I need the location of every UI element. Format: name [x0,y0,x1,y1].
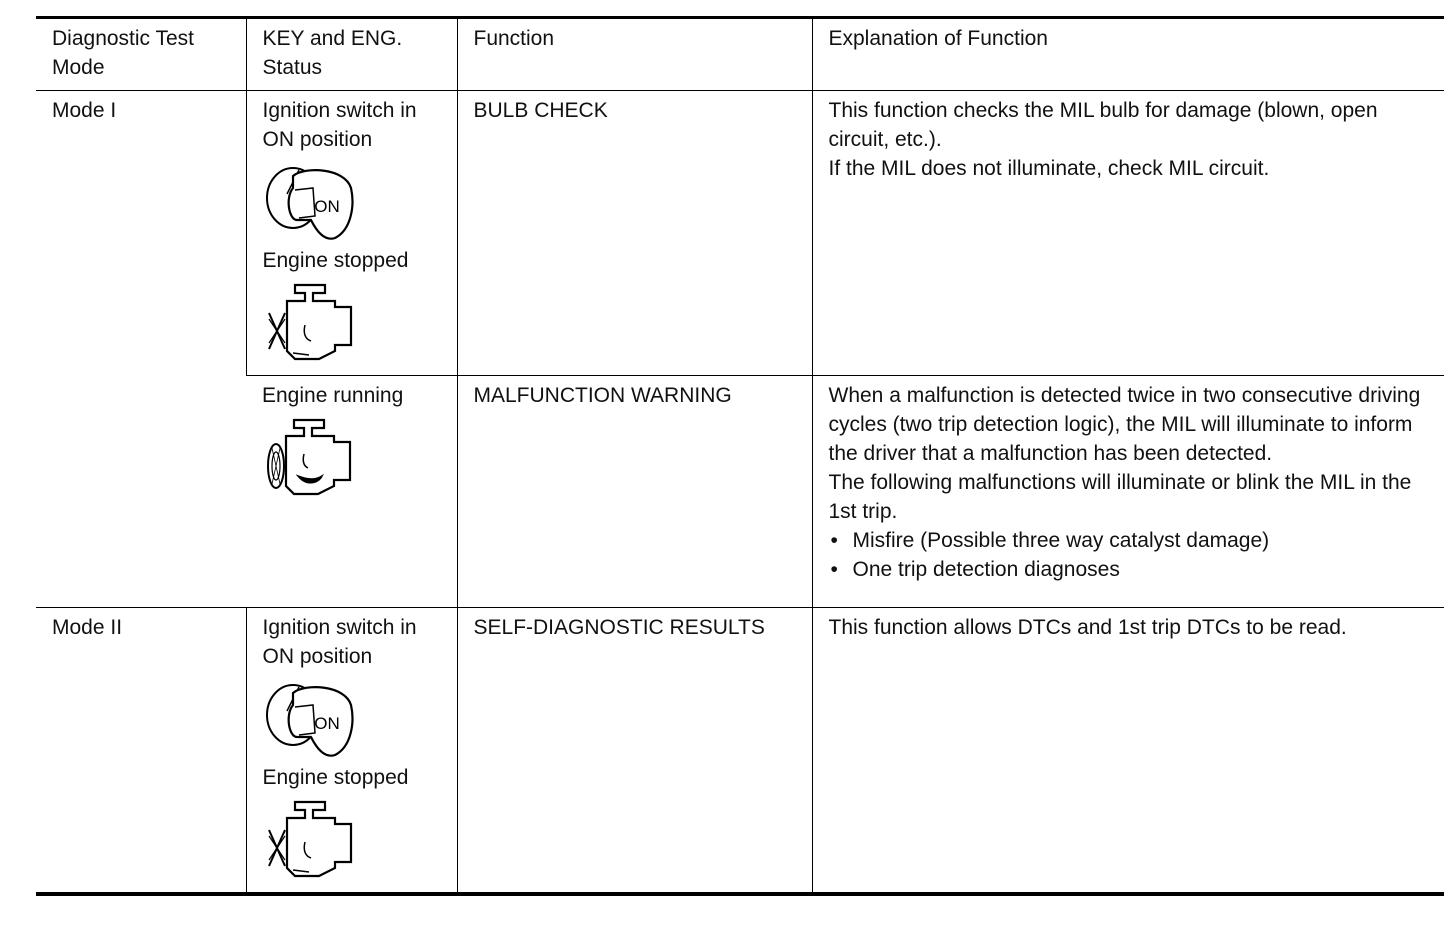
header-cell-function: Function [457,18,812,91]
function-cell: SELF-DIAGNOSTIC RESULTS [457,608,812,895]
table-row [36,608,1444,895]
header-cell-status: KEY and ENG. Status [246,18,457,91]
mode-cell: Mode I [36,91,246,608]
engine-stopped-icon [265,279,447,363]
ignition-key-on-icon [265,675,447,759]
table-header-row [36,18,1444,91]
status-text: Ignition switch in ON position [262,616,417,668]
header-cell-mode: Diagnostic Test Mode [52,27,195,79]
explanation-paragraph: When a malfunction is detected twice in two consecutive driving cycles (two trip detection logic), the MIL will illuminate to inform the driver that a malfunction has been detected. [828,384,1421,465]
document-page [36,16,1444,936]
mode-cell: Mode II [36,608,246,895]
explanation-cell [812,376,1444,608]
function-cell: MALFUNCTION WARNING [457,376,812,608]
status-cell [246,91,457,376]
explanation-paragraph: This function allows DTCs and 1st trip DTCs to be read. [828,616,1347,639]
ignition-icon-label: ON [313,197,340,216]
status-cell [246,376,457,608]
ignition-key-on-icon [265,158,447,242]
function-cell: BULB CHECK [457,91,812,376]
engine-running-icon [264,414,447,502]
status-text: Engine running [262,384,404,407]
explanation-paragraph: If the MIL does not illuminate, check MIL circuit. [828,157,1270,180]
table-row [36,91,1444,376]
engine-stopped-icon [265,796,447,880]
explanation-paragraph: This function checks the MIL bulb for damage (blown, open circuit, etc.). [828,99,1378,151]
ignition-icon-label: ON [313,714,340,733]
explanation-paragraph: The following malfunctions will illuminate or blink the MIL in the 1st trip. [828,471,1412,523]
status-text: Engine stopped [262,249,409,272]
bullet-list [829,526,1435,584]
list-item: • One trip detection diagnoses [829,555,1435,584]
diagnostic-mode-table [36,16,1444,896]
table-row [36,376,1444,608]
status-cell [246,608,457,895]
status-text: Ignition switch in ON position [262,99,417,151]
list-item: • Misfire (Possible three way catalyst damage) [829,526,1435,555]
status-text: Engine stopped [262,766,409,789]
header-cell-explanation: Explanation of Function [812,18,1444,91]
explanation-cell [812,608,1444,895]
explanation-cell [812,91,1444,376]
